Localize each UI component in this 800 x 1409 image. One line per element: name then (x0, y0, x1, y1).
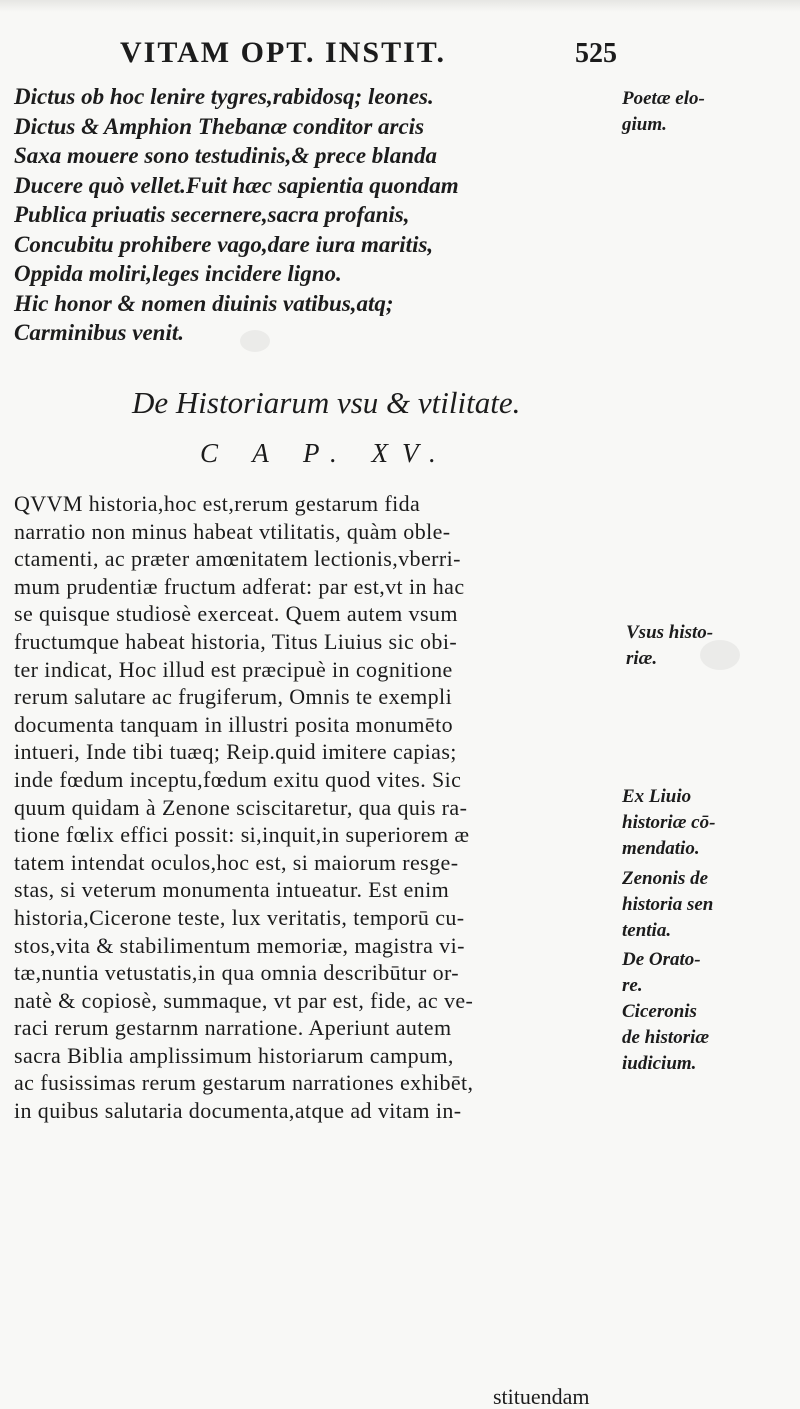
text-line: mum prudentiæ fructum adferat: par est,vt in hac (14, 573, 465, 599)
margin-note-line: De Orato- (622, 949, 701, 970)
text-line: stos,vita & stabilimentum memoriæ, magistra vi- (14, 932, 465, 958)
margin-note-zeno (622, 866, 713, 944)
verse-line: Concubitu prohibere vago,dare iura maritis, (14, 231, 434, 257)
chapter-title: De Historiarum vsu & vtilitate. (132, 385, 521, 420)
text-line: sacra Biblia amplissimum historiarum campum, (14, 1042, 454, 1068)
margin-note-line: iudicium. (622, 1053, 697, 1074)
text-line: se quisque studiosè exerceat. Quem autem vsum (14, 601, 458, 627)
text-line: raci rerum gestarnm narratione. Aperiunt autem (14, 1015, 452, 1041)
margin-note-line: de historiæ (622, 1027, 710, 1048)
margin-note-line: Poetæ elo- (622, 88, 705, 109)
verse-line: Carminibus venit. (14, 320, 184, 345)
text-line: historia,Cicerone teste, lux veritatis, temporū cu- (14, 904, 465, 930)
text-line: ac fusissimas rerum gestarum narrationes exhibēt, (14, 1070, 474, 1096)
text-line: in quibus salutaria documenta,atque ad vitam in- (14, 1098, 462, 1124)
text-line: QVVM historia,hoc est,rerum gestarum fida (14, 491, 421, 516)
margin-note-line: historiæ cō- (622, 812, 716, 833)
margin-note-line: Ex Liuio (622, 786, 692, 807)
margin-note-line: tentia. (622, 920, 672, 941)
text-line: stas, si veterum monumenta intueatur. Est enim (14, 877, 450, 903)
margin-note-line: Ciceronis (622, 1001, 697, 1022)
margin-note-line: gium. (622, 114, 667, 135)
chapter-number: C A P. XV. (200, 438, 450, 468)
running-title: VITAM OPT. INSTIT. (120, 36, 447, 69)
text-line: tione fœlix effici possit: si,inquit,in superiorem æ (14, 822, 470, 848)
text-line: rerum salutare ac frugiferum, Omnis te exempli (14, 684, 453, 710)
margin-note-poeta (622, 86, 705, 138)
text-line: tatem intendat oculos,hoc est, si maiorum resge- (14, 849, 459, 875)
verse-line: Oppida moliri,leges incidere ligno. (14, 261, 342, 286)
margin-note-line: riæ. (626, 648, 658, 669)
text-line: ter indicat, Hoc illud est præcipuè in cognitione (14, 656, 453, 682)
verse-line: Dictus & Amphion Thebanæ conditor arcis (14, 113, 425, 139)
margin-note-line: re. (622, 975, 643, 996)
page-header (120, 36, 620, 76)
margin-note-line: historia sen (622, 894, 714, 915)
margin-note-livius (622, 784, 715, 862)
text-line: natè & copiosè, summaque, vt par est, fide, ac ve- (14, 987, 474, 1013)
text-line: fructumque habeat historia, Titus Liuius sic obi- (14, 628, 458, 654)
page-top-edge (0, 0, 800, 12)
text-line: tæ,nuntia vetustatis,in qua omnia describūtur or- (14, 960, 460, 986)
page-number: 525 (575, 38, 617, 69)
verse-line: Ducere quò vellet.Fuit hæc sapientia quondam (14, 172, 459, 198)
text-line: documenta tanquam in illustri posita monumēto (14, 711, 453, 737)
text-line: narratio non minus habeat vtilitatis, quàm oble- (14, 518, 451, 544)
verse-line: Hic honor & nomen diuinis vatibus,atq; (14, 290, 394, 316)
margin-note-cicero (622, 947, 709, 1077)
margin-note-line: Vsus histo- (626, 622, 714, 643)
verse-line: Publica priuatis secernere,sacra profanis, (14, 202, 410, 227)
verse-line: Saxa mouere sono testudinis,& prece blanda (14, 143, 437, 168)
margin-note-line: mendatio. (622, 838, 700, 859)
catchword: stituendam (493, 1384, 590, 1409)
margin-note-usus (626, 620, 713, 672)
verse-line: Dictus ob hoc lenire tygres,rabidosq; leones. (14, 84, 434, 109)
text-line: inde fœdum inceptu,fœdum exitu quod vites. Sic (14, 766, 462, 792)
chapter-text (14, 490, 614, 1125)
text-line: quum quidam à Zenone sciscitaretur, qua quis ra- (14, 794, 468, 820)
text-line: ctamenti, ac præter amœnitatem lectionis,vberri- (14, 546, 461, 572)
margin-note-line: Zenonis de (622, 868, 709, 889)
text-line: intueri, Inde tibi tuæq; Reip.quid imitere capias; (14, 739, 457, 765)
verse-quotation (14, 82, 594, 348)
